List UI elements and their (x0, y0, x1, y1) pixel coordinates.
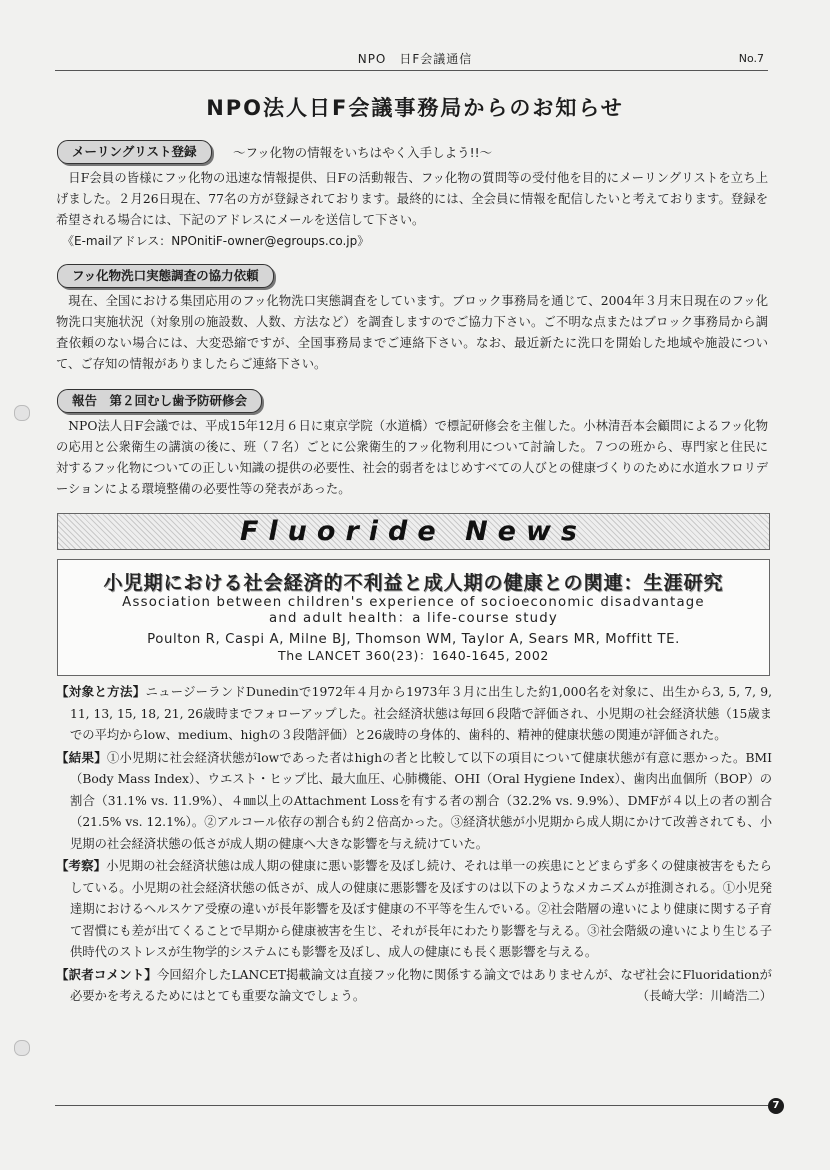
summary-results (56, 747, 772, 856)
seminar-report-text: NPO法人日F会議では、平成15年12月６日に東京学院（水道橋）で標記研修会を主催した。小林清吾本会顧問によるフッ化物の応用と公衆衛生の講演の後に、班（７名）ごとに公衆衛生的フッ化物利用について討論した。７つの班から、専門家と住民に対するフッ化物についての正しい知識の提供の必要性、社会的弱者をはじめすべての人びとの健康づくりのために水道水フロリデーションによる環境整備の必要性等の発表があった。 (56, 419, 768, 496)
article-title-english-line1: Association between children's experience of socioeconomic disadvantage (122, 595, 705, 610)
translator-signoff: （長崎大学：川崎浩二） (636, 989, 772, 1003)
issue-number: No.7 (738, 52, 764, 65)
article-title-english-line2: and adult health：a life-course study (269, 611, 558, 626)
page-number: 7 (768, 1098, 784, 1114)
summary-text-discussion: 小児期の社会経済状態は成人期の健康に悪い影響を及ぼし続け、それは単一の疾患にとどまらず多くの健康被害をもたらしている。小児期の社会経済状態の低さが、成人の健康に悪影響を及ぼすのは以下のようなメカニズムが推測される。①小児発達期におけるヘルスケア受療の違いが長年影響を及ぼす健康の不平等を生んでいる。②社会階層の違いにより健康に関する子育て習慣にも差が出てくることで早期から健康被害を生じ、それが長年にわたり影響を与える。③社会階級の違いにより生じる子供時代のストレスが生物学的システムにも影響を及ぼし、成人の健康にも長く悪影響を与える。 (70, 859, 772, 959)
mailing-list-text: 日F会員の皆様にフッ化物の迅速な情報提供、日Fの活動報告、フッ化物の質問等の受付他を目的にメーリングリストを立ち上げました。２月26日現在、77名の方が登録されております。最終的には、全会員に情報を配信したいと考えております。登録を希望される場合には、下記のアドレスにメールを送信して下さい。 (56, 171, 768, 227)
fluoride-news-banner (57, 513, 770, 550)
summary-text-methods: ニュージーランドDunedinで1972年４月から1973年３月に出生した約1,000名を対象に、出生から3, 5, 7, 9, 11, 13, 15, 18, 21, 26歳時までフォローアップした。社会経済状態は毎回６段階で評価され、小児期の社会経済状態（15歳までの平均からlow、medium、highの３段階評価）と26歳時の身体的、歯科的、精神的健康状態の関連が評価された。 (70, 685, 772, 742)
newsletter-name: NPO 日F会議通信 (357, 52, 473, 66)
summary-translator-comment (56, 964, 772, 1008)
summary-methods (56, 681, 772, 747)
article-reference: The LANCET 360(23)：1640-1645, 2002 (278, 648, 549, 663)
fluoride-news-title: Fluoride News (239, 516, 587, 547)
summary-text-comment: 今回紹介したLANCET掲載論文は直接フッ化物に関係する論文ではありませんが、なぜ社会にFluoridationが必要かを考えるためにはとても重要な論文でしょう。 (70, 967, 772, 1003)
section-body-survey (56, 291, 768, 375)
section-body-mailing-list (56, 168, 768, 252)
article-authors: Poulton R, Caspi A, Milne BJ, Thomson WM, Taylor A, Sears MR, Moffitt TE. (147, 632, 680, 647)
footer-rule (55, 1105, 768, 1106)
section-label-survey: フッ化物洗口実態調査の協力依頼 (57, 264, 274, 288)
article-summary (56, 681, 772, 1008)
article-header-box (57, 559, 770, 676)
punch-hole-bottom (14, 1040, 30, 1056)
section-label-mailing-list: メーリングリスト登録 (57, 140, 212, 164)
punch-hole-top (14, 405, 30, 421)
summary-tag-methods: 【対象と方法】 (56, 684, 146, 699)
summary-discussion (56, 855, 772, 964)
section-body-seminar-report (56, 416, 768, 500)
section-label-seminar-report: 報告 第２回むし歯予防研修会 (57, 389, 262, 413)
page-title: NPO法人日F会議事務局からのお知らせ (206, 96, 624, 120)
email-address-line: 《E-mailアドレス：NPOnitiF-owner@egroups.co.jp》 (62, 234, 370, 248)
article-title-japanese: 小児期における社会経済的不利益と成人期の健康との関連：生涯研究 (103, 572, 724, 594)
summary-tag-results: 【結果】 (56, 749, 107, 765)
summary-tag-discussion: 【考察】 (56, 858, 107, 873)
survey-text: 現在、全国における集団応用のフッ化物洗口実態調査をしています。ブロック事務局を通じて、2004年３月末日現在のフッ化物洗口実施状況（対象別の施設数、人数、方法など）を調査しますのでご協力下さい。ご不明な点またはブロック事務局から調査依頼のない場合には、大変恐縮ですが、全国事務局までご連絡下さい。なお、最近新たに洗口を開始した地域や施設について、ご存知の情報がありましたらご連絡下さい。 (56, 294, 768, 371)
summary-text-results: ①小児期に社会経済状態がlowであった者はhighの者と比較して以下の項目について健康状態が有意に悪かった。BMI（Body Mass Index）、ウエスト・ヒップ比、最大血圧、心肺機能、OHI（Oral Hygiene Index）、歯肉出血個所（BOP）の割合（31.1% vs. 11.9%）、４㎜以上のAttachment Lossを有する者の割合（32.2% vs. 9.9%）、DMFが４以上の者の割合（21.5% vs. 12.1%）。②アルコール依存の割合も約２倍高かった。③経済状態が小児期から成人期にかけて改善されても、小児期の社会経済状態の低さが成人期の健康へ大きな影響を与え続けていた。 (70, 750, 772, 851)
header-rule (55, 70, 768, 71)
section-subtitle-mailing-list: ～フッ化物の情報をいちはやく入手しよう!!～ (233, 145, 493, 160)
summary-tag-comment: 【訳者コメント】 (56, 966, 157, 982)
